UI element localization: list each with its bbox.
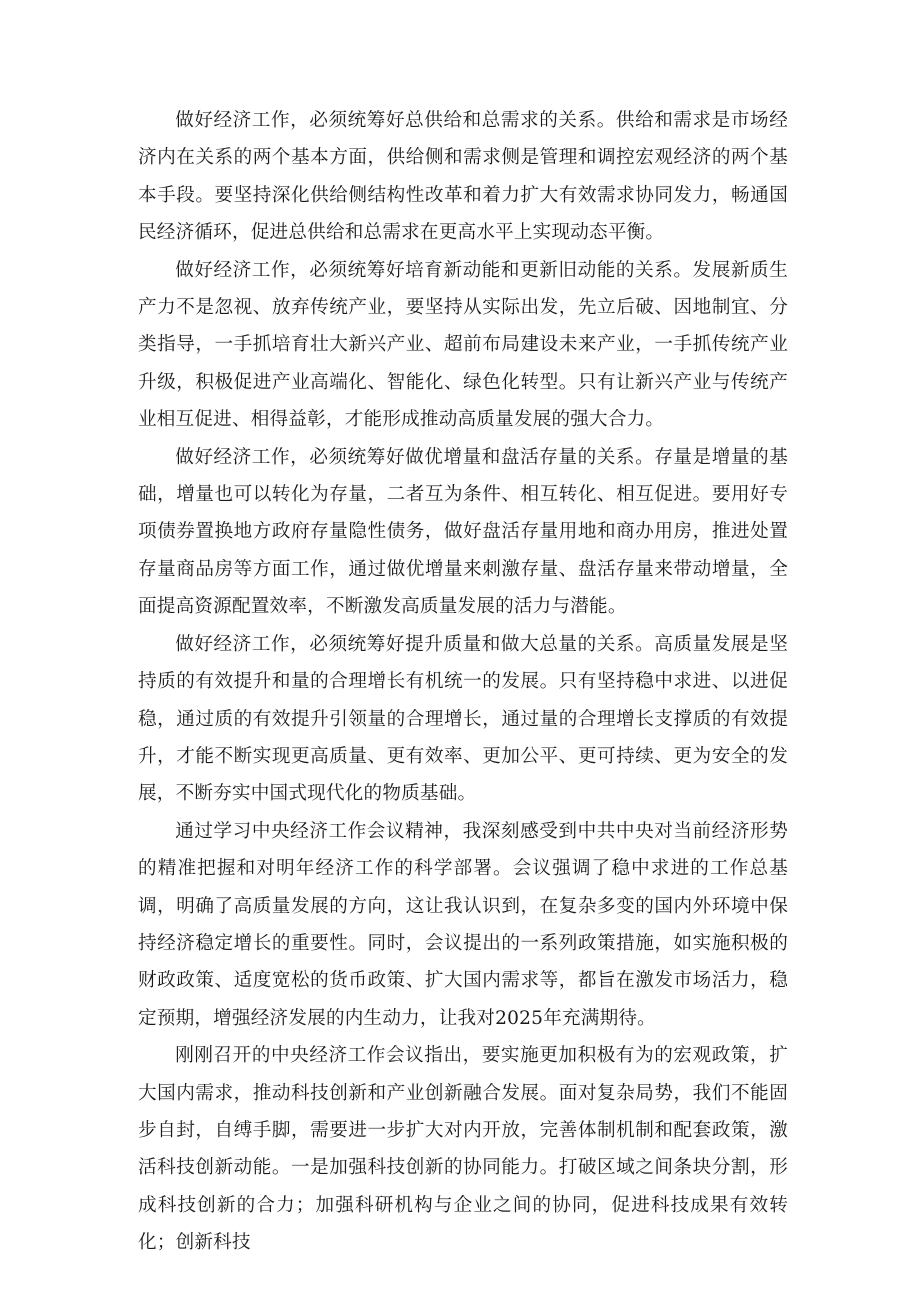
paragraph-quality-quantity: 做好经济工作，必须统筹好提升质量和做大总量的关系。高质量发展是坚持质的有效提升和量的合理增长有机统一的发展。只有坚持稳中求进、以进促稳，通过质的有效提升引领量的合理增长，通过量的合理增长支撑质的有效提升，才能不断实现更高质量、更有效率、更加公平、更可持续、更为安全的发展，不断夯实中国式现代化的物质基础。 [138,633,788,805]
paragraph-new-old-momentum: 做好经济工作，必须统筹好培育新动能和更新旧动能的关系。发展新质生产力不是忽视、放弃传统产业，要坚持从实际出发，先立后破、因地制宜、分类指导，一手抓培育壮大新兴产业、超前布局建设未来产业，一手抓传统产业升级，积极促进产业高端化、智能化、绿色化转型。只有让新兴产业与传统产业相互促进、相得益彰，才能形成推动高质量发展的强大合力。 [138,259,788,431]
paragraph-study-reflection: 通过学习中央经济工作会议精神，我深刻感受到中共中央对当前经济形势的精准把握和对明年经济工作的科学部署。会议强调了稳中求进的工作总基调，明确了高质量发展的方向，这让我认识到，在复杂多变的国内外环境中保持经济稳定增长的重要性。同时，会议提出的一系列政策措施，如实施积极的财政政策、适度宽松的货币政策、扩大国内需求等，都旨在激发市场活力，稳定预期，增强经济发展的内生动力，让我对2025年充满期待。 [138,820,788,1029]
paragraph-supply-demand: 做好经济工作，必须统筹好总供给和总需求的关系。供给和需求是市场经济内在关系的两个基本方面，供给侧和需求侧是管理和调控宏观经济的两个基本手段。要坚持深化供给侧结构性改革和着力扩大有效需求协同发力，畅通国民经济循环，促进总供给和总需求在更高水平上实现动态平衡。 [138,110,788,244]
paragraph-tech-innovation: 刚刚召开的中央经济工作会议指出，要实施更加积极有为的宏观政策，扩大国内需求，推动科技创新和产业创新融合发展。面对复杂局势，我们不能固步自封，自缚手脚，需要进一步扩大对内开放，完善体制机制和配套政策，激活科技创新动能。一是加强科技创新的协同能力。打破区域之间条块分割，形成科技创新的合力；加强科研机构与企业之间的协同，促进科技成果有效转化；创新科技 [138,1045,788,1254]
paragraph-increment-stock: 做好经济工作，必须统筹好做优增量和盘活存量的关系。存量是增量的基础，增量也可以转化为存量，二者互为条件、相互转化、相互促进。要用好专项债券置换地方政府存量隐性债务，做好盘活存量用地和商办用房，推进处置存量商品房等方面工作，通过做优增量来刺激存量、盘活存量来带动增量，全面提高资源配置效率，不断激发高质量发展的活力与潜能。 [138,446,788,618]
